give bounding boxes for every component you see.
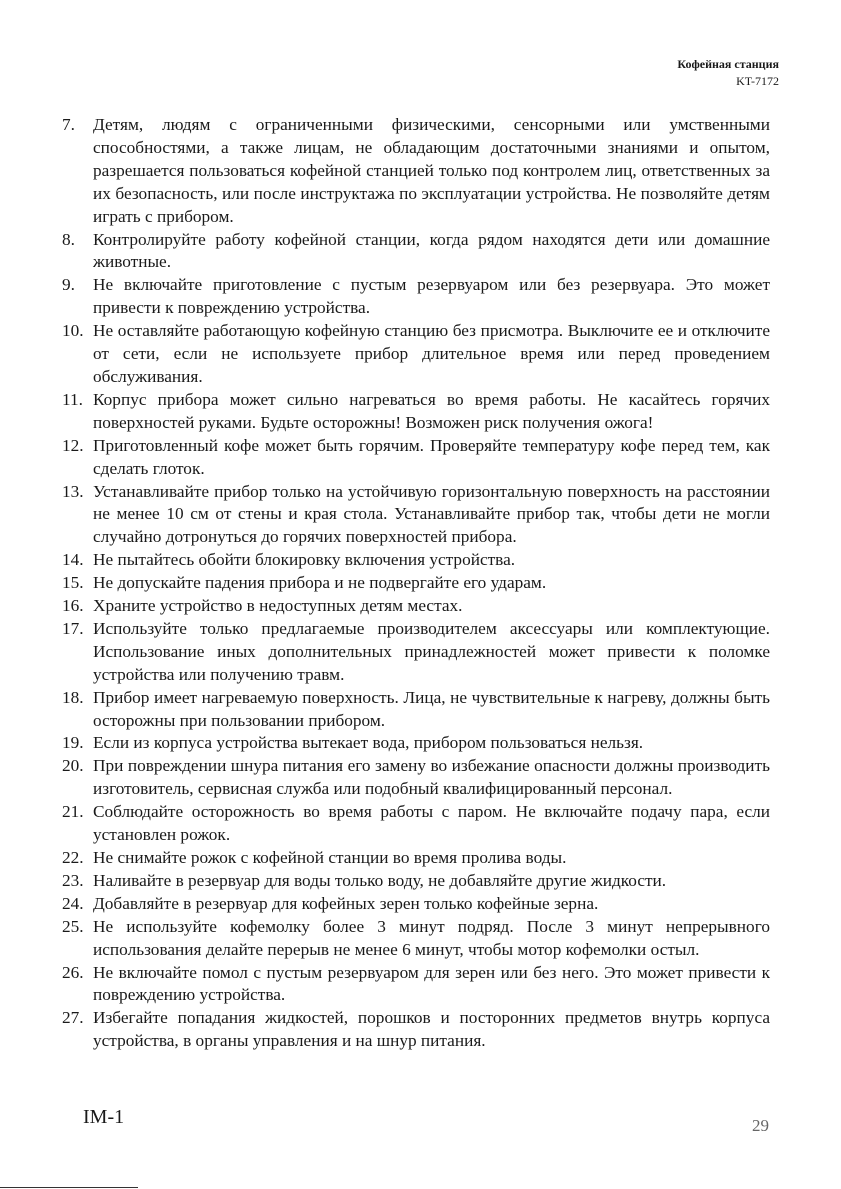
item-number: 13. xyxy=(62,481,84,501)
list-item xyxy=(62,435,770,481)
item-number: 11. xyxy=(62,389,83,409)
item-number: 15. xyxy=(62,573,84,593)
list-item xyxy=(62,229,770,275)
item-text: Приготовленный кофе может быть горячим. Проверяйте температуру кофе перед тем, как сделать глоток. xyxy=(93,435,770,478)
item-text: Не оставляйте работающую кофейную станцию без присмотра. Выключите ее и отключите от сети, если не используете прибор длительное время или перед проведением обслуживания. xyxy=(93,321,770,386)
item-text: Если из корпуса устройства вытекает вода, прибором пользоваться нельзя. xyxy=(93,733,644,753)
item-text: Прибор имеет нагреваемую поверхность. Лица, не чувствительные к нагреву, должны быть осторожны при пользовании прибором. xyxy=(93,687,770,730)
list-item xyxy=(62,916,770,962)
footer-code: IM-1 xyxy=(83,1106,125,1128)
item-text: При повреждении шнура питания его замену во избежание опасности должны производить изготовитель, сервисная служба или подобный квалифицированный персонал. xyxy=(93,756,770,799)
item-number: 20. xyxy=(62,756,84,776)
bottom-rule xyxy=(0,1187,138,1188)
header-title: Кофейная станция xyxy=(677,57,779,71)
item-text: Не используйте кофемолку более 3 минут подряд. После 3 минут непрерывного использования делайте перерыв не менее 6 минут, чтобы мотор кофемолки остыл. xyxy=(93,916,770,959)
list-item xyxy=(62,801,770,847)
item-text: Корпус прибора может сильно нагреваться во время работы. Не касайтесь горячих поверхностей руками. Будьте осторожны! Возможен риск получения ожога! xyxy=(93,389,770,432)
item-number: 16. xyxy=(62,596,84,616)
item-text: Не включайте помол с пустым резервуаром для зерен или без него. Это может привести к повреждению устройства. xyxy=(93,962,770,1005)
item-number: 27. xyxy=(62,1008,84,1028)
item-number: 25. xyxy=(62,916,84,936)
header-model: KT-7172 xyxy=(736,74,779,88)
list-item xyxy=(62,114,770,229)
item-number: 17. xyxy=(62,618,84,638)
item-number: 21. xyxy=(62,802,84,822)
item-number: 23. xyxy=(62,870,84,890)
item-number: 14. xyxy=(62,550,84,570)
item-number: 26. xyxy=(62,962,84,982)
list-item xyxy=(62,274,770,320)
list-item xyxy=(62,687,770,733)
list-item xyxy=(62,847,770,870)
safety-instructions-list xyxy=(62,114,770,1053)
list-item xyxy=(62,618,770,687)
item-text: Добавляйте в резервуар для кофейных зерен только кофейные зерна. xyxy=(93,893,599,913)
item-text: Контролируйте работу кофейной станции, когда рядом находятся дети или домашние животные. xyxy=(93,229,770,272)
page-header xyxy=(677,56,779,90)
item-text: Храните устройство в недоступных детям местах. xyxy=(93,596,463,616)
item-number: 9. xyxy=(62,275,75,295)
item-number: 10. xyxy=(62,321,84,341)
item-text: Используйте только предлагаемые производителем аксессуары или комплектующие. Использование иных дополнительных принадлежностей может привести к поломке устройства или получению травм. xyxy=(93,618,770,684)
item-text: Не снимайте рожок с кофейной станции во время пролива воды. xyxy=(93,848,567,867)
item-text: Избегайте попадания жидкостей, порошков и посторонних предметов внутрь корпуса устройства, в органы управления и на шнур питания. xyxy=(93,1008,770,1051)
list-item xyxy=(62,320,770,389)
list-item xyxy=(62,870,770,893)
list-item xyxy=(62,389,770,435)
item-text: Наливайте в резервуар для воды только воду, не добавляйте другие жидкости. xyxy=(93,870,667,890)
item-number: 8. xyxy=(62,229,75,249)
page-number: 29 xyxy=(752,1116,769,1135)
item-number: 7. xyxy=(62,115,75,134)
item-text: Не включайте приготовление с пустым резервуаром или без резервуара. Это может привести к повреждению устройства. xyxy=(93,275,770,318)
item-number: 18. xyxy=(62,687,84,707)
item-text: Не пытайтесь обойти блокировку включения устройства. xyxy=(93,550,516,570)
item-text: Устанавливайте прибор только на устойчивую горизонтальную поверхность на расстоянии не менее 10 см от стены и края стола. Устанавливайте прибор так, чтобы дети не могли случайно дотронуться до горячих поверхностей прибора. xyxy=(93,481,770,547)
item-number: 19. xyxy=(62,733,84,753)
list-item xyxy=(62,893,770,916)
item-text: Соблюдайте осторожность во время работы с паром. Не включайте подачу пара, если установлен рожок. xyxy=(93,802,770,845)
list-item xyxy=(62,572,770,595)
list-item xyxy=(62,1007,770,1053)
list-item xyxy=(62,755,770,801)
item-number: 24. xyxy=(62,893,84,913)
list-item xyxy=(62,595,770,618)
list-item xyxy=(62,481,770,550)
item-text: Детям, людям с ограниченными физическими, сенсорными или умственными способностями, а также лицам, не обладающим достаточными знаниями и опытом, разрешается пользоваться кофейной станцией только под контролем лиц, ответственных за их безопасность, или после инструктажа по эксплуатации устройства. Не позволяйте детям играть с прибором. xyxy=(93,115,770,226)
list-item xyxy=(62,549,770,572)
item-number: 22. xyxy=(62,848,84,867)
item-number: 12. xyxy=(62,435,84,455)
list-item xyxy=(62,962,770,1008)
list-item xyxy=(62,732,770,755)
item-text: Не допускайте падения прибора и не подвергайте его ударам. xyxy=(93,573,547,593)
